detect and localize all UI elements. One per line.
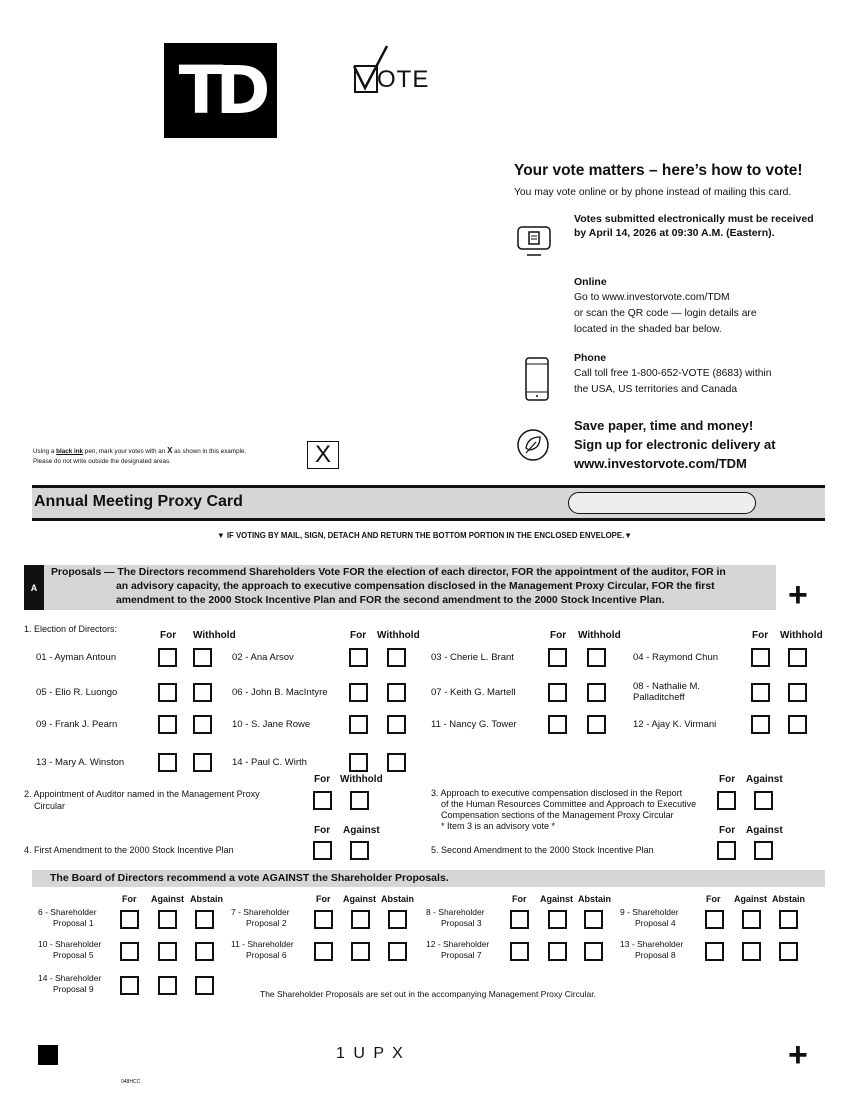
- proposal-against-box[interactable]: [742, 910, 761, 929]
- item-2-text: 2. Appointment of Auditor named in the Management Proxy Circular: [24, 789, 260, 811]
- board-col-abstain: Abstain: [381, 894, 415, 904]
- director-for-box[interactable]: [751, 648, 770, 667]
- online-line-3: located in the shaded bar below.: [574, 324, 722, 335]
- card-title: Annual Meeting Proxy Card: [34, 493, 243, 510]
- vote-logo-text: OTE: [377, 66, 430, 93]
- item-2-col-withhold: Withhold: [340, 774, 383, 785]
- phone-icon: [524, 356, 550, 409]
- shareholder-proposal-label: 14 - Shareholder Proposal 9: [38, 973, 102, 994]
- director-name: 12 - Ajay K. Virmani: [633, 719, 717, 730]
- info-subtitle: You may vote online or by phone instead of mailing this card.: [514, 187, 792, 198]
- director-name: 09 - Frank J. Pearn: [36, 719, 118, 730]
- director-name: 02 - Ana Arsov: [232, 652, 294, 663]
- item-4-against-box[interactable]: [350, 841, 369, 860]
- director-withhold-box[interactable]: [387, 648, 406, 667]
- title-rule-bottom: [32, 518, 825, 521]
- proposal-abstain-box[interactable]: [388, 942, 407, 961]
- election-col-for: For: [350, 630, 367, 641]
- online-line-2: or scan the QR code — login details are: [574, 308, 757, 319]
- director-name: 04 - Raymond Chun: [633, 652, 719, 663]
- election-col-withhold: Withhold: [578, 630, 621, 641]
- shareholder-proposal-label: 11 - Shareholder Proposal 6: [231, 939, 294, 960]
- item-3-col-for: For: [719, 774, 736, 785]
- director-for-box[interactable]: [349, 648, 368, 667]
- director-for-box[interactable]: [158, 753, 177, 772]
- proposal-against-box[interactable]: [158, 910, 177, 929]
- proposal-for-box[interactable]: [120, 910, 139, 929]
- director-withhold-box[interactable]: [193, 753, 212, 772]
- shareholder-proposal-label: 9 - Shareholder Proposal 4: [620, 907, 679, 928]
- director-withhold-box[interactable]: [193, 683, 212, 702]
- board-col-against: Against: [540, 894, 574, 904]
- board-col-abstain: Abstain: [578, 894, 612, 904]
- footer-small-code: 048HCC: [121, 1079, 141, 1085]
- phone-line-1: Call toll free 1-800-652-VOTE (8683) within: [574, 368, 772, 379]
- board-col-for: For: [122, 894, 137, 904]
- registration-square: [38, 1045, 58, 1065]
- save-line-3: www.investorvote.com/TDM: [574, 456, 747, 471]
- proposal-abstain-box[interactable]: [195, 942, 214, 961]
- board-header: The Board of Directors recommend a vote AGAINST the Shareholder Proposals.: [50, 872, 449, 884]
- proposal-for-box[interactable]: [314, 942, 333, 961]
- item-4-col-against: Against: [343, 825, 380, 836]
- board-col-abstain: Abstain: [772, 894, 806, 904]
- election-col-for: For: [752, 630, 769, 641]
- board-col-for: For: [512, 894, 527, 904]
- leaf-icon: [516, 428, 550, 467]
- online-line-1: Go to www.investorvote.com/TDM: [574, 292, 730, 303]
- proposal-for-box[interactable]: [510, 942, 529, 961]
- shareholder-proposal-label: 8 - Shareholder Proposal 3: [426, 907, 485, 928]
- item-2-col-for: For: [314, 774, 331, 785]
- item-5-col-for: For: [719, 825, 736, 836]
- board-col-for: For: [316, 894, 331, 904]
- director-withhold-box[interactable]: [387, 753, 406, 772]
- director-for-box[interactable]: [158, 648, 177, 667]
- item-2-for-box[interactable]: [313, 791, 332, 810]
- director-for-box[interactable]: [158, 683, 177, 702]
- director-withhold-box[interactable]: [587, 683, 606, 702]
- proposal-abstain-box[interactable]: [388, 910, 407, 929]
- save-line-2: Sign up for electronic delivery at: [574, 437, 776, 452]
- shareholder-proposal-label: 6 - Shareholder Proposal 1: [38, 907, 97, 928]
- proposal-against-box[interactable]: [351, 910, 370, 929]
- director-withhold-box[interactable]: [788, 648, 807, 667]
- item-3-against-box[interactable]: [754, 791, 773, 810]
- vote-logo: [353, 44, 443, 104]
- shareholder-proposal-label: 7 - Shareholder Proposal 2: [231, 907, 290, 928]
- proposal-for-box[interactable]: [314, 910, 333, 929]
- proposal-abstain-box[interactable]: [195, 910, 214, 929]
- director-withhold-box[interactable]: [587, 648, 606, 667]
- director-withhold-box[interactable]: [587, 715, 606, 734]
- board-col-for: For: [706, 894, 721, 904]
- item-4-col-for: For: [314, 825, 331, 836]
- detach-note: ▼ IF VOTING BY MAIL, SIGN, DETACH AND RETURN THE BOTTOM PORTION IN THE ENCLOSED ENVELOPE.▼: [217, 531, 632, 540]
- election-col-withhold: Withhold: [780, 630, 823, 641]
- director-for-box[interactable]: [751, 715, 770, 734]
- election-col-for: For: [160, 630, 177, 641]
- footer-code: 1 U P X: [336, 1045, 405, 1062]
- board-col-against: Against: [343, 894, 377, 904]
- computer-icon: [515, 225, 555, 264]
- section-a-line-3: amendment to the 2000 Stock Incentive Plan and FOR the second amendment to the 2000 Stock Incentive Plan.: [116, 595, 665, 606]
- director-for-box[interactable]: [548, 715, 567, 734]
- proposal-abstain-box[interactable]: [779, 942, 798, 961]
- director-withhold-box[interactable]: [387, 683, 406, 702]
- director-name: 10 - S. Jane Rowe: [232, 719, 311, 730]
- proposal-abstain-box[interactable]: [584, 910, 603, 929]
- proposal-for-box[interactable]: [705, 942, 724, 961]
- board-col-against: Against: [734, 894, 768, 904]
- item-2-withhold-box[interactable]: [350, 791, 369, 810]
- proposal-abstain-box[interactable]: [195, 976, 214, 995]
- shareholder-proposal-label: 10 - Shareholder Proposal 5: [38, 939, 102, 960]
- director-name: 07 - Keith G. Martell: [431, 687, 516, 698]
- phone-line-2: the USA, US territories and Canada: [574, 384, 738, 395]
- director-for-box[interactable]: [751, 683, 770, 702]
- deadline-text: Votes submitted electronically must be received by April 14, 2026 at 09:30 A.M. (Eastern).: [574, 213, 814, 239]
- proposal-against-box[interactable]: [351, 942, 370, 961]
- proposal-against-box[interactable]: [158, 976, 177, 995]
- director-name: 14 - Paul C. Wirth: [232, 757, 307, 768]
- instructions: Using a black ink pen, mark your votes with an X as shown in this example. Please do not write outside the designated areas.: [33, 446, 247, 465]
- item-4-for-box[interactable]: [313, 841, 332, 860]
- director-name: 06 - John B. MacIntyre: [232, 687, 328, 698]
- info-title: Your vote matters – here’s how to vote!: [514, 162, 803, 179]
- registration-plus-top: +: [788, 576, 808, 614]
- proposal-against-box[interactable]: [548, 942, 567, 961]
- proposal-for-box[interactable]: [120, 942, 139, 961]
- section-a-letter-box: A: [24, 565, 44, 610]
- login-field[interactable]: [568, 492, 756, 514]
- director-for-box[interactable]: [349, 683, 368, 702]
- proposal-against-box[interactable]: [548, 910, 567, 929]
- election-col-withhold: Withhold: [193, 630, 236, 641]
- board-col-against: Against: [151, 894, 185, 904]
- item-3-col-against: Against: [746, 774, 783, 785]
- director-for-box[interactable]: [349, 715, 368, 734]
- proposal-abstain-box[interactable]: [779, 910, 798, 929]
- director-name: 05 - Elio R. Luongo: [36, 687, 118, 698]
- director-name: 11 - Nancy G. Tower: [431, 719, 517, 730]
- director-withhold-box[interactable]: [788, 683, 807, 702]
- proposal-for-box[interactable]: [120, 976, 139, 995]
- board-note: The Shareholder Proposals are set out in the accompanying Management Proxy Circular.: [260, 989, 596, 999]
- director-withhold-box[interactable]: [788, 715, 807, 734]
- td-logo: [164, 43, 277, 138]
- item-5-col-against: Against: [746, 825, 783, 836]
- proposal-against-box[interactable]: [158, 942, 177, 961]
- td-logo-text: TD: [178, 51, 263, 129]
- proposal-against-box[interactable]: [742, 942, 761, 961]
- director-withhold-box[interactable]: [193, 715, 212, 734]
- item-4-text: 4. First Amendment to the 2000 Stock Incentive Plan: [24, 845, 234, 855]
- director-name: 03 - Cherie L. Brant: [431, 652, 514, 663]
- director-for-box[interactable]: [349, 753, 368, 772]
- shareholder-proposal-label: 13 - Shareholder Proposal 8: [620, 939, 684, 960]
- director-for-box[interactable]: [548, 648, 567, 667]
- section-a-line-1: Proposals — The Directors recommend Shareholders Vote FOR the election of each director, FOR the appointment of the auditor, FOR in: [51, 567, 726, 578]
- item-5-for-box[interactable]: [717, 841, 736, 860]
- proposal-for-box[interactable]: [510, 910, 529, 929]
- director-withhold-box[interactable]: [387, 715, 406, 734]
- registration-plus-bottom: +: [788, 1036, 808, 1074]
- election-label: 1. Election of Directors:: [24, 624, 118, 634]
- item-3-for-box[interactable]: [717, 791, 736, 810]
- director-name: 08 - Nathalie M. Palladitcheff: [633, 681, 701, 703]
- section-a-line-2: an advisory capacity, the approach to executive compensation disclosed in the Management Proxy Circular, FOR the first: [116, 581, 715, 592]
- director-for-box[interactable]: [548, 683, 567, 702]
- board-col-abstain: Abstain: [190, 894, 224, 904]
- director-name: 13 - Mary A. Winston: [36, 757, 125, 768]
- online-title: Online: [574, 276, 607, 288]
- director-name: 01 - Ayman Antoun: [36, 652, 117, 663]
- director-withhold-box[interactable]: [193, 648, 212, 667]
- election-col-for: For: [550, 630, 567, 641]
- proposal-abstain-box[interactable]: [584, 942, 603, 961]
- item-5-text: 5. Second Amendment to the 2000 Stock Incentive Plan: [431, 845, 654, 855]
- director-for-box[interactable]: [158, 715, 177, 734]
- phone-title: Phone: [574, 352, 607, 364]
- proposal-for-box[interactable]: [705, 910, 724, 929]
- item-3-text: 3. Approach to executive compensation disclosed in the Report of the Human Resources Committee and Approach to Executive Compensation sections of the Management Proxy Circular * Item 3 is an advisory vote *: [431, 788, 697, 831]
- election-col-withhold: Withhold: [377, 630, 420, 641]
- save-line-1: Save paper, time and money!: [574, 418, 754, 433]
- item-5-against-box[interactable]: [754, 841, 773, 860]
- shareholder-proposal-label: 12 - Shareholder Proposal 7: [426, 939, 490, 960]
- example-mark-box: X: [307, 441, 339, 469]
